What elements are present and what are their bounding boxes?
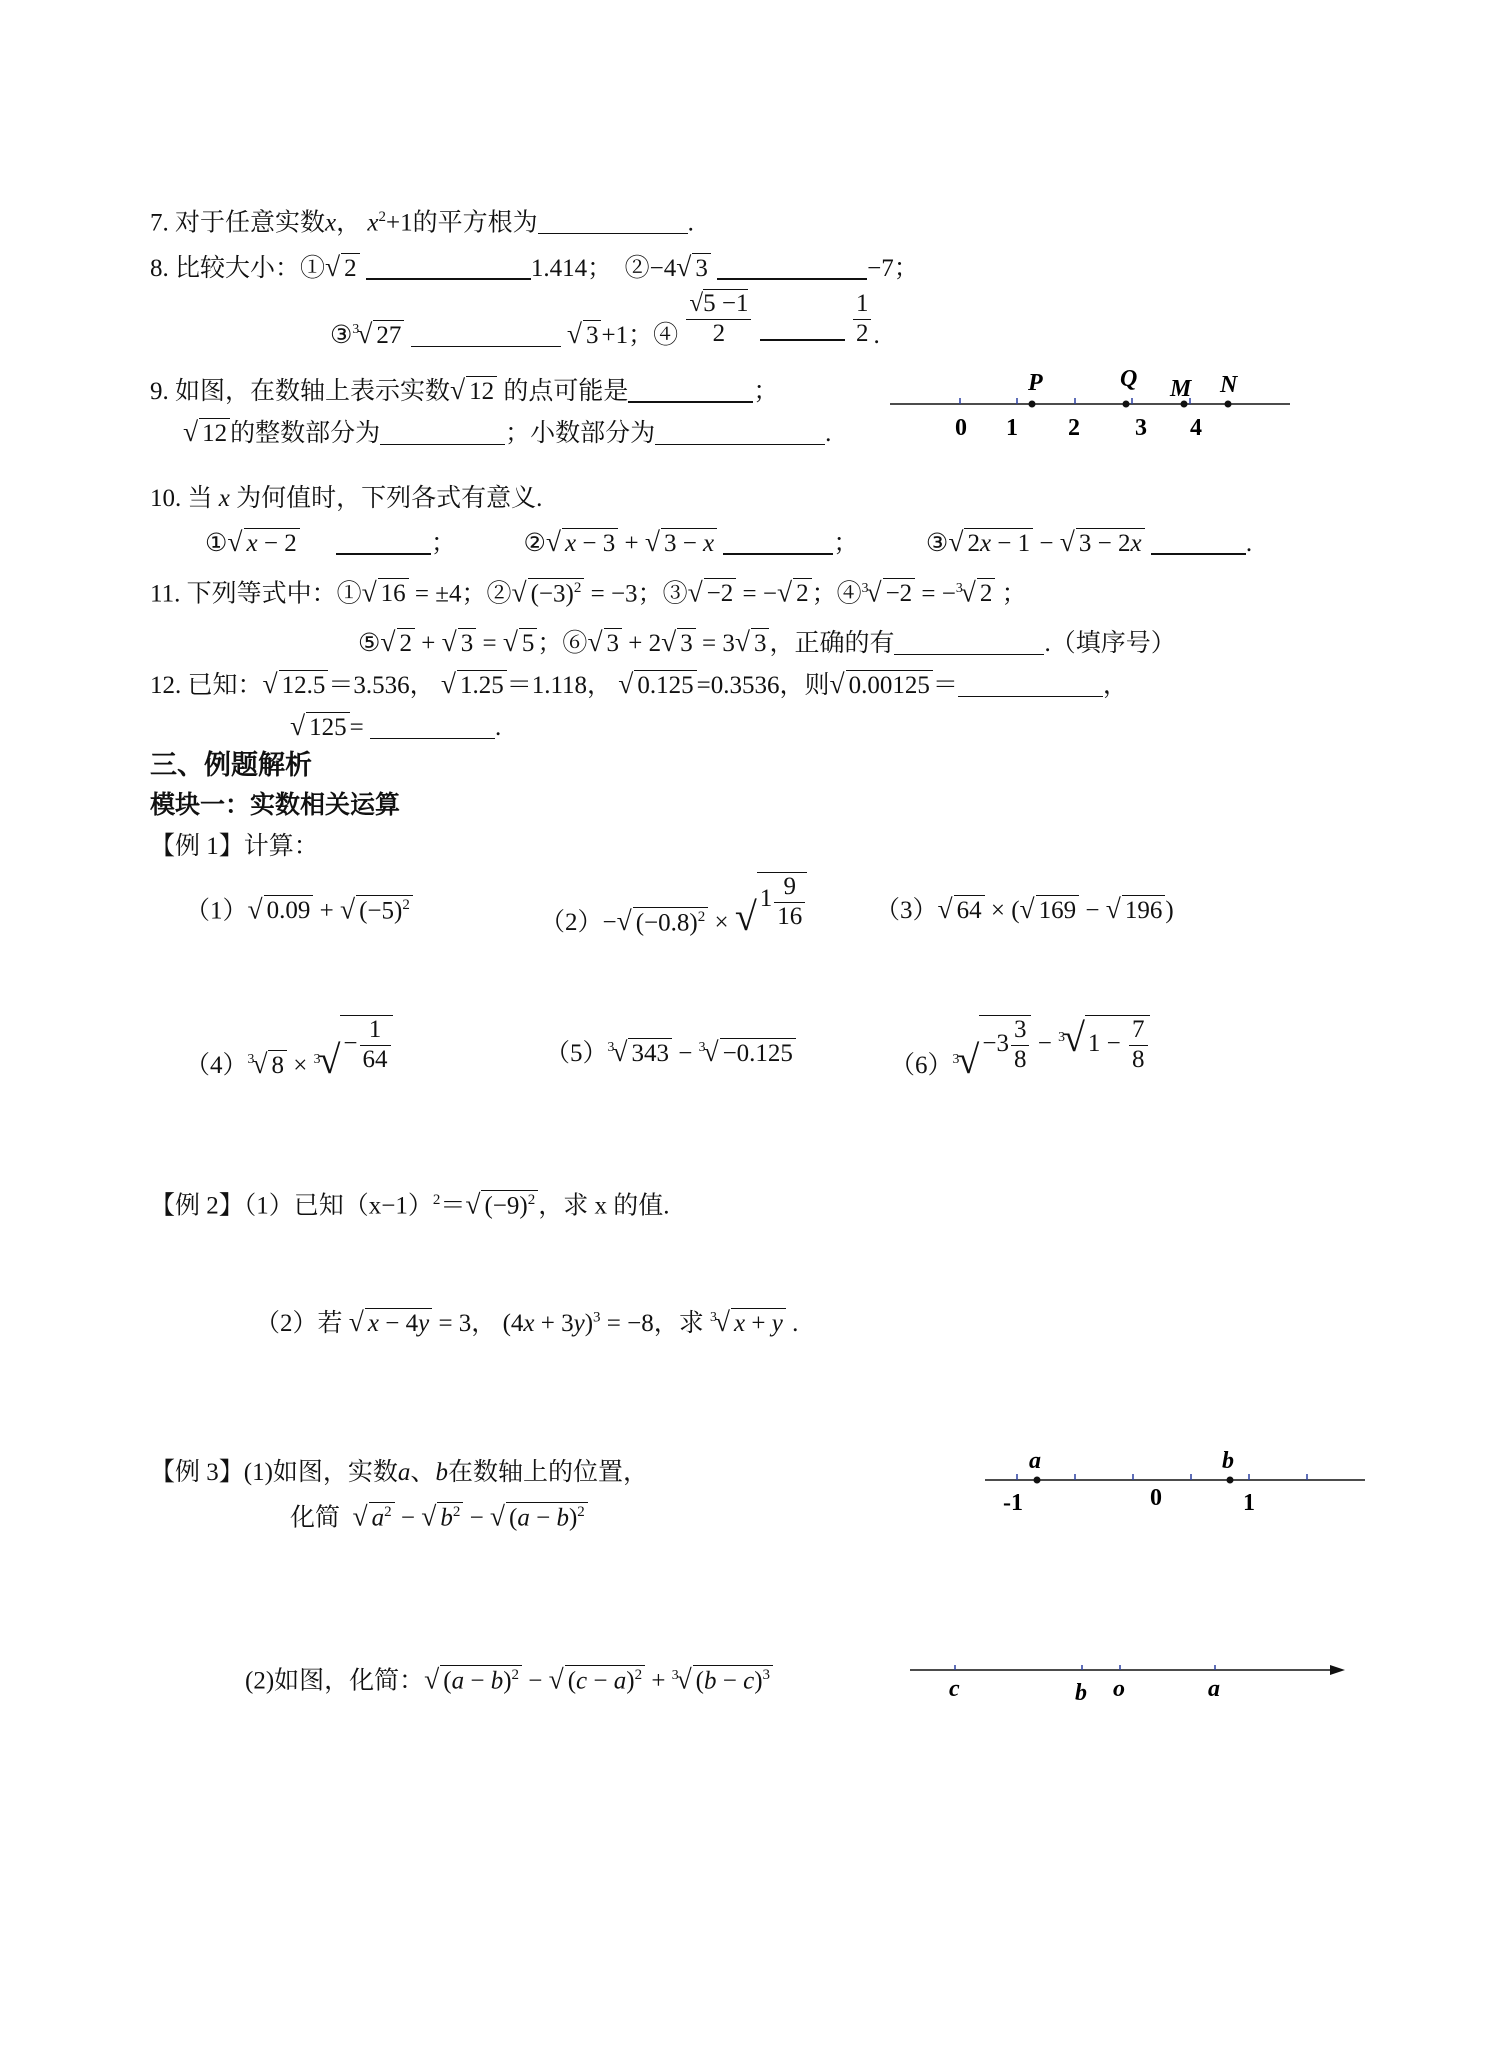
tick-label: 0	[1150, 1485, 1162, 1511]
q8-v3: 27	[373, 320, 404, 348]
ex3-number-line-1	[975, 1440, 1375, 1520]
ex1-item-1: （1）√ 0.09 + √ $(-5)^2$	[185, 895, 413, 923]
tick-label: 0	[955, 415, 967, 441]
item-label: （4）	[185, 1051, 248, 1079]
q11-tail2: .（填序号）	[1044, 630, 1176, 657]
point-label-a: a	[1029, 1448, 1041, 1474]
point-label-a: a	[1208, 1676, 1220, 1702]
ex1-item-5: $(5)^3√$ 343 − $^3$√ −0.125	[545, 1038, 796, 1066]
answer-blank[interactable]	[723, 531, 833, 555]
point-label-c: c	[949, 1676, 960, 1702]
ex1-item-3: （3）√ 64 × (√ 169 − √ 196 )	[875, 893, 1174, 924]
q11-c6: ；⑥	[537, 630, 588, 657]
q12-e4: ＝	[932, 672, 958, 699]
q7-line: 7. 对于任意实数x， $x^2+1$的平方根为 .	[150, 209, 694, 237]
answer-blank[interactable]	[538, 211, 688, 234]
q9-mid2: 的整数部分为	[230, 420, 381, 447]
q7-expr2: +1	[386, 209, 413, 237]
q10-title: 10. 当 x 为何值时，下列各式有意义.	[150, 485, 543, 512]
q9-mid3: ；小数部分为	[505, 420, 656, 447]
q12-e1: ＝3.536，	[328, 672, 435, 699]
point-label-m: M	[1170, 376, 1192, 402]
answer-blank[interactable]	[370, 716, 495, 739]
q8-v2: −7；	[867, 255, 919, 282]
tick-label: 1	[1006, 415, 1018, 441]
q10-semi: ；	[833, 530, 859, 557]
answer-blank[interactable]	[411, 324, 561, 347]
ex1-item-6: $(6)^3√ -3$ $\frac{3}{8}$ − $^3$√ 1 − $\frac{7}{8}$	[890, 1015, 1150, 1085]
q11-c5: ⑤	[358, 630, 381, 657]
ex1-item-2: （2）−√ $(-0.8)^2$ × √ 1 $\frac{9}{16}$	[540, 872, 807, 942]
fraction: $\frac{1}{2}$	[853, 290, 872, 349]
fraction: $\frac{√5 -1}{2}$	[686, 290, 751, 349]
q10-c2: ②	[523, 530, 546, 557]
q7-sep: ，	[336, 209, 362, 237]
q8-line2: ③$^3$√ 27 √ 3 +1；④ $\frac{√5 -1}{2}$ $\frac{1}{2}$ .	[330, 290, 880, 349]
ex2-p2b: ，	[471, 1310, 497, 1337]
tick-label: 3	[1135, 415, 1147, 441]
q8-c3: ③	[330, 321, 353, 349]
q7-end: .	[687, 209, 694, 237]
ex2-line1: 【例 2】（1）已知$(x-1)^2=√$ $(-9)^2$ ，求 x 的值.	[150, 1188, 670, 1220]
q12-comma: ，	[1102, 672, 1128, 699]
q12-prefix: 12. 已知：	[150, 672, 263, 699]
answer-blank[interactable]	[760, 317, 845, 341]
q9-line2: √ 12 的整数部分为 ；小数部分为 .	[183, 416, 832, 447]
answer-blank[interactable]	[366, 256, 531, 280]
q12-e2: ＝1.118，	[506, 672, 613, 699]
point-label-b: b	[1075, 1680, 1087, 1706]
answer-blank[interactable]	[717, 256, 867, 280]
point-label-n: N	[1220, 372, 1238, 398]
q11-c3: ；③	[637, 580, 688, 608]
ex1-item-4: $(4)^3√$ 8 × $^3$√ − $\frac{1}{64}$	[185, 1015, 393, 1085]
answer-blank[interactable]	[958, 674, 1103, 697]
q8-line1: 8. 比较大小：①√ 2 1.414； ②−4√ 3 −7；	[150, 251, 919, 282]
answer-blank[interactable]	[1151, 531, 1246, 555]
q10-c3: ③	[925, 530, 949, 557]
q9-end: .	[825, 420, 832, 447]
ex2-p2c: ，求	[653, 1310, 704, 1337]
answer-blank[interactable]	[380, 422, 505, 445]
ex3-b: b	[435, 1459, 448, 1486]
ex2-p2: （2）若	[255, 1310, 343, 1337]
q11-prefix: 11. 下列等式中：①	[150, 580, 362, 608]
point-label-p: P	[1028, 370, 1043, 396]
q10-title-a: 10. 当	[150, 485, 213, 512]
ex3-title: 【例 3】	[150, 1459, 244, 1486]
q10-end: .	[1245, 530, 1253, 557]
ex3-number-line-2	[905, 1640, 1355, 1710]
item-label: （2）	[540, 908, 603, 936]
q7-expr: x	[367, 209, 379, 237]
tick-label: -1	[1003, 1490, 1023, 1516]
ex2-line2: （2）若 √ x − 4y = 3， $(4x + 3y)^3 = -8$，求 $^3$√ x + y .	[255, 1306, 799, 1337]
q10-c1: ①	[205, 530, 228, 557]
q11-line2: ⑤√ 2 + √ 3 = √ 5 ；⑥√ 3 + 2√ 3 = 3√ 3 ，正确的有 .（填序号）	[358, 626, 1176, 657]
q7-prefix: 7. 对于任意实数	[150, 209, 326, 237]
ex3-p1c: 化简	[290, 1504, 341, 1532]
ex3-line2: 化简 √ $a^2$ − √ $b^2$ − √ $(a - b)^2$	[290, 1502, 588, 1530]
answer-blank[interactable]	[336, 531, 431, 555]
item-label: （1）	[185, 897, 248, 925]
q10-semi: ；	[430, 530, 456, 557]
answer-blank[interactable]	[655, 422, 825, 445]
point-label-q: Q	[1120, 366, 1138, 392]
q11-c4: ；④	[811, 580, 862, 608]
point-label-b: b	[1222, 1448, 1234, 1474]
ex2-p1c: ，求 x 的值.	[538, 1192, 670, 1220]
answer-blank[interactable]	[628, 379, 753, 403]
ex3-a: a	[397, 1459, 411, 1486]
q11-tail: ，正确的有	[769, 630, 895, 657]
ex3-line3: (2)如图，化简：√ $(a - b)^2$ − √ $(c - a)^2 + ^3√$ $(b - c)^3$	[245, 1665, 773, 1693]
q9-number-line	[880, 360, 1300, 450]
ex3-sep: 、	[410, 1459, 436, 1486]
ex1-title: 【例 1】计算：	[150, 833, 319, 860]
item-label: （6）	[890, 1051, 953, 1079]
q8-prefix: 8. 比较大小：①	[150, 255, 326, 282]
q9-semi: ；	[753, 378, 779, 405]
q10-items: ①√ x − 2 ； ②√ x − 3 + √ 3 − x ； ③√ 2x − 1 − √ 3 − 2x .	[205, 526, 1253, 557]
q7-suffix: 的平方根为	[412, 209, 538, 237]
q12-e3: =0.3536，则	[696, 672, 830, 699]
item-label: （3）	[875, 897, 938, 924]
tick-label: 1	[1243, 1490, 1255, 1516]
ex3-p1b: 在数轴上的位置，	[447, 1459, 648, 1486]
ex3-p1: (1)如图，实数	[243, 1459, 398, 1486]
section-heading: 三、例题解析	[150, 750, 312, 781]
q9-prefix: 9. 如图，在数轴上表示实数	[150, 378, 451, 405]
q8-c2: ②	[624, 255, 650, 282]
q12-line2: √ 125 = .	[290, 710, 502, 741]
q11-c2: ；②	[461, 580, 512, 608]
tick-label: 4	[1190, 415, 1202, 441]
ex3-line1	[150, 1460, 648, 1485]
q8-c4: ；④	[628, 321, 679, 349]
ex2-p1b: ＝	[440, 1192, 466, 1220]
ex2-p1: （1）已知（x−1）	[243, 1192, 433, 1220]
q10-title-b: 为何值时，下列各式有意义.	[236, 485, 543, 512]
q12-e5: =	[349, 714, 364, 741]
q11-line1: 11. 下列等式中：①√ 16 = ±4；②√ $(-3)^2 = -3$；③√ −2 = −√ 2 ；④$^3$√ −2 = −$^3$√ 2 ；	[150, 576, 1027, 608]
item-label: （5）	[545, 1040, 608, 1067]
ex2-title: 【例 2】	[150, 1192, 244, 1220]
q8-v1: 1.414；	[530, 255, 613, 282]
q12-line1: 12. 已知：√ 12.5 ＝3.536， √ 1.25 ＝1.118， √ 0.125 =0.3536，则√ 0.00125 ＝ ，	[150, 668, 1128, 699]
q9-mid: 的点可能是	[503, 378, 629, 405]
point-label-o: o	[1113, 1676, 1125, 1702]
ex3-p2: (2)如图，化简：	[245, 1667, 425, 1695]
q7-var: x	[325, 209, 337, 237]
answer-blank[interactable]	[894, 632, 1044, 655]
tick-label: 2	[1068, 415, 1080, 441]
q12-end: .	[494, 714, 502, 741]
module-heading: 模块一：实数相关运算	[150, 790, 401, 819]
q8-end: .	[873, 321, 880, 349]
ex2-end: .	[792, 1310, 799, 1337]
q9-line1: 9. 如图，在数轴上表示实数√ 12 的点可能是 ；	[150, 374, 779, 405]
